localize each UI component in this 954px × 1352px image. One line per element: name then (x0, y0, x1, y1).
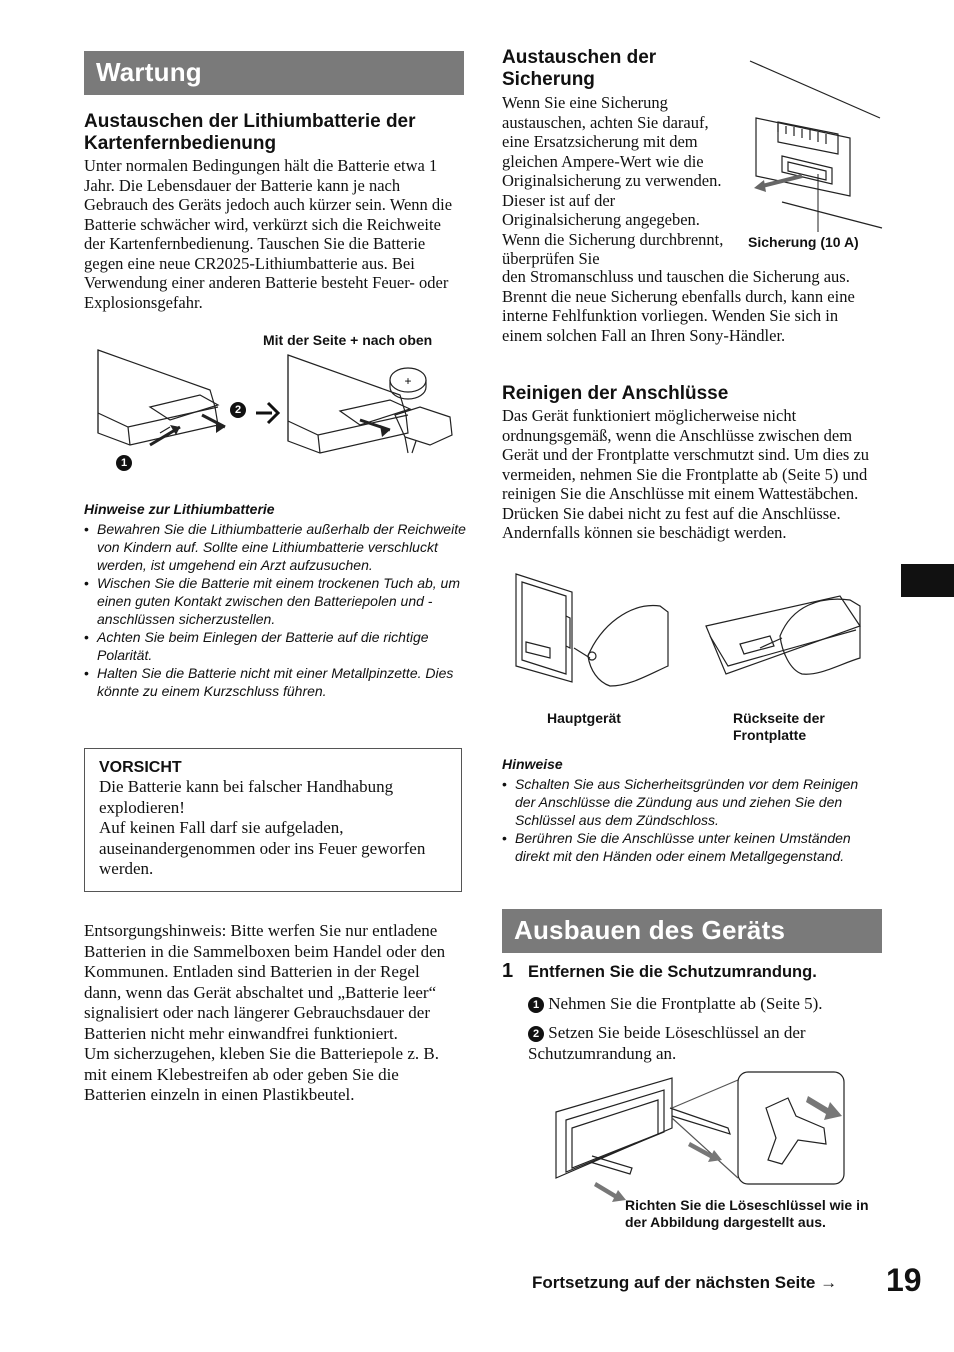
clean-heading: Reinigen der Anschlüsse (502, 383, 729, 404)
step-2-marker: 2 (230, 402, 246, 418)
battery-note-item: • Halten Sie die Batterie nicht mit einer Metallpinzette. Dies könnte zu einem Kurzschluss führen. (97, 664, 468, 700)
chapter-tab (901, 564, 954, 597)
banner-title: Ausbauen des Geräts (514, 915, 786, 945)
page-number: 19 (886, 1262, 922, 1298)
battery-notes-heading: Hinweise zur Lithiumbatterie (84, 501, 275, 517)
step-number: 1 (502, 960, 514, 982)
caution-heading: VORSICHT (99, 759, 182, 776)
clean-body: Das Gerät funktioniert möglicherweise nicht ordnungsgemäß, wenn die Anschlüsse zwischen dem Gerät und der Frontplatte verschmutzt sind. Um dies zu vermeiden, nehmen Sie die Frontplatte ab (Seite 5) und reinigen Sie die Anschlüsse mit einem Wattestäbchen. Drücken Sie dabei nicht zu fest auf die Anschlüsse. Andernfalls können sie beschädigt werden. (502, 406, 870, 542)
substep-1 (528, 993, 878, 1014)
clean-note-item: • Schalten Sie aus Sicherheitsgründen vor dem Reinigen der Anschlüsse die Zündung aus und ziehen Sie den Schlüssel aus dem Zündschloss. (515, 775, 880, 829)
fuse-body-part2: den Stromanschluss und tauschen die Sicherung aus. Brennt die neue Sicherung ebenfalls durch, kann eine interne Fehlfunktion vorliegen. Wenden Sie sich in einem solchen Fall an Ihren Sony-Händler. (502, 267, 855, 345)
clean-caption-faceplate: Rückseite der Frontplatte (733, 710, 825, 743)
battery-replacement-figure (90, 345, 470, 480)
caution-box (84, 748, 462, 892)
battery-note-item: • Wischen Sie die Batterie mit einem trockenen Tuch ab, um einen guten Kontakt zwischen den Batteriepolen und -anschlüssen sicherzustellen. (97, 574, 468, 628)
battery-notes (84, 500, 468, 700)
clean-caption-main-unit: Hauptgerät (547, 710, 621, 726)
battery-note-item: • Achten Sie beim Einlegen der Batterie auf die richtige Polarität. (97, 628, 468, 664)
step-title: Entfernen Sie die Schutzumrandung. (528, 963, 817, 981)
substep-1-text: Nehmen Sie die Frontplatte ab (Seite 5). (548, 994, 823, 1013)
substep-2-text: Setzen Sie beide Löseschlüssel an der Schutzumrandung an. (528, 1023, 806, 1063)
fuse-caption: Sicherung (10 A) (748, 234, 859, 250)
continue-note: Fortsetzung auf der nächsten Seite → (532, 1273, 838, 1292)
clean-notes-heading: Hinweise (502, 756, 563, 772)
disposal-text: Entsorgungshinweis: Bitte werfen Sie nur entladene Batterien in die Sammelboxen beim Handel oder den Kommunen. Entladen sind Batterien in der Regel dann, wenn das Gerät abschaltet und „Batterie leer“ signalisiert oder nach längerer Gebrauchsdauer der Batterien nicht mehr einwandfrei funktioniert. Um sicherzugehen, kleben Sie die Batteriepole z. B. mit einem Klebestreifen ab oder geben Sie die Batterien einzeln in einen Plastikbeutel. (84, 921, 446, 1104)
section-banner-ausbauen (502, 909, 882, 953)
banner-title: Wartung (96, 57, 202, 87)
substep-1-marker: 1 (528, 997, 544, 1013)
fuse-body-part1: Wenn Sie eine Sicherung austauschen, achten Sie darauf, eine Ersatzsicherung mit dem gleichen Ampere-Wert wie die Originalsicherung zu verwenden. Dieser ist auf der Originalsicherung angegeben. Wenn die Sicherung durchbrennt, überprüfen Sie (502, 93, 724, 268)
section-banner-wartung (84, 51, 464, 95)
battery-heading: Austauschen der Lithiumbatterie der Kartenfernbedienung (84, 111, 416, 154)
battery-plus-symbol: + (404, 374, 412, 388)
cleaning-figure (510, 566, 888, 696)
fuse-heading: Austauschen der Sicherung (502, 47, 657, 90)
clean-notes (502, 755, 880, 865)
battery-note-item: • Bewahren Sie die Lithiumbatterie außerhalb der Reichweite von Kindern auf. Sollte eine Lithiumbatterie verschluckt werden, ist umgehend ein Arzt aufzusuchen. (97, 520, 468, 574)
removal-caption: Richten Sie die Löseschlüssel wie in der Abbildung dargestellt aus. (625, 1197, 869, 1230)
step-1-marker: 1 (116, 455, 132, 471)
removal-figure (552, 1068, 852, 1203)
fuse-figure (742, 56, 887, 236)
substep-2 (528, 1022, 868, 1064)
battery-figure-caption: Mit der Seite + nach oben (263, 332, 433, 348)
caution-body: Die Batterie kann bei falscher Handhabung explodieren! Auf keinen Fall darf sie aufgeladen, auseinandergenommen oder ins Feuer geworfen werden. (99, 777, 426, 878)
substep-2-marker: 2 (528, 1026, 544, 1042)
battery-body: Unter normalen Bedingungen hält die Batterie etwa 1 Jahr. Die Lebensdauer der Batterie kann je nach Gebrauch des Geräts jedoch auch kürzer sein. Wenn die Batterie schwächer wird, verkürzt sich die Reichweite der Kartenfernbedienung. Tauschen Sie die Batterie gegen eine neue CR2025-Lithiumbatterie aus. Bei Verwendung einer anderen Batterie besteht Feuer- oder Explosionsgefahr. (84, 156, 453, 312)
clean-note-item: • Berühren Sie die Anschlüsse unter keinen Umständen direkt mit den Händen oder einem Metallgegenstand. (515, 829, 880, 865)
